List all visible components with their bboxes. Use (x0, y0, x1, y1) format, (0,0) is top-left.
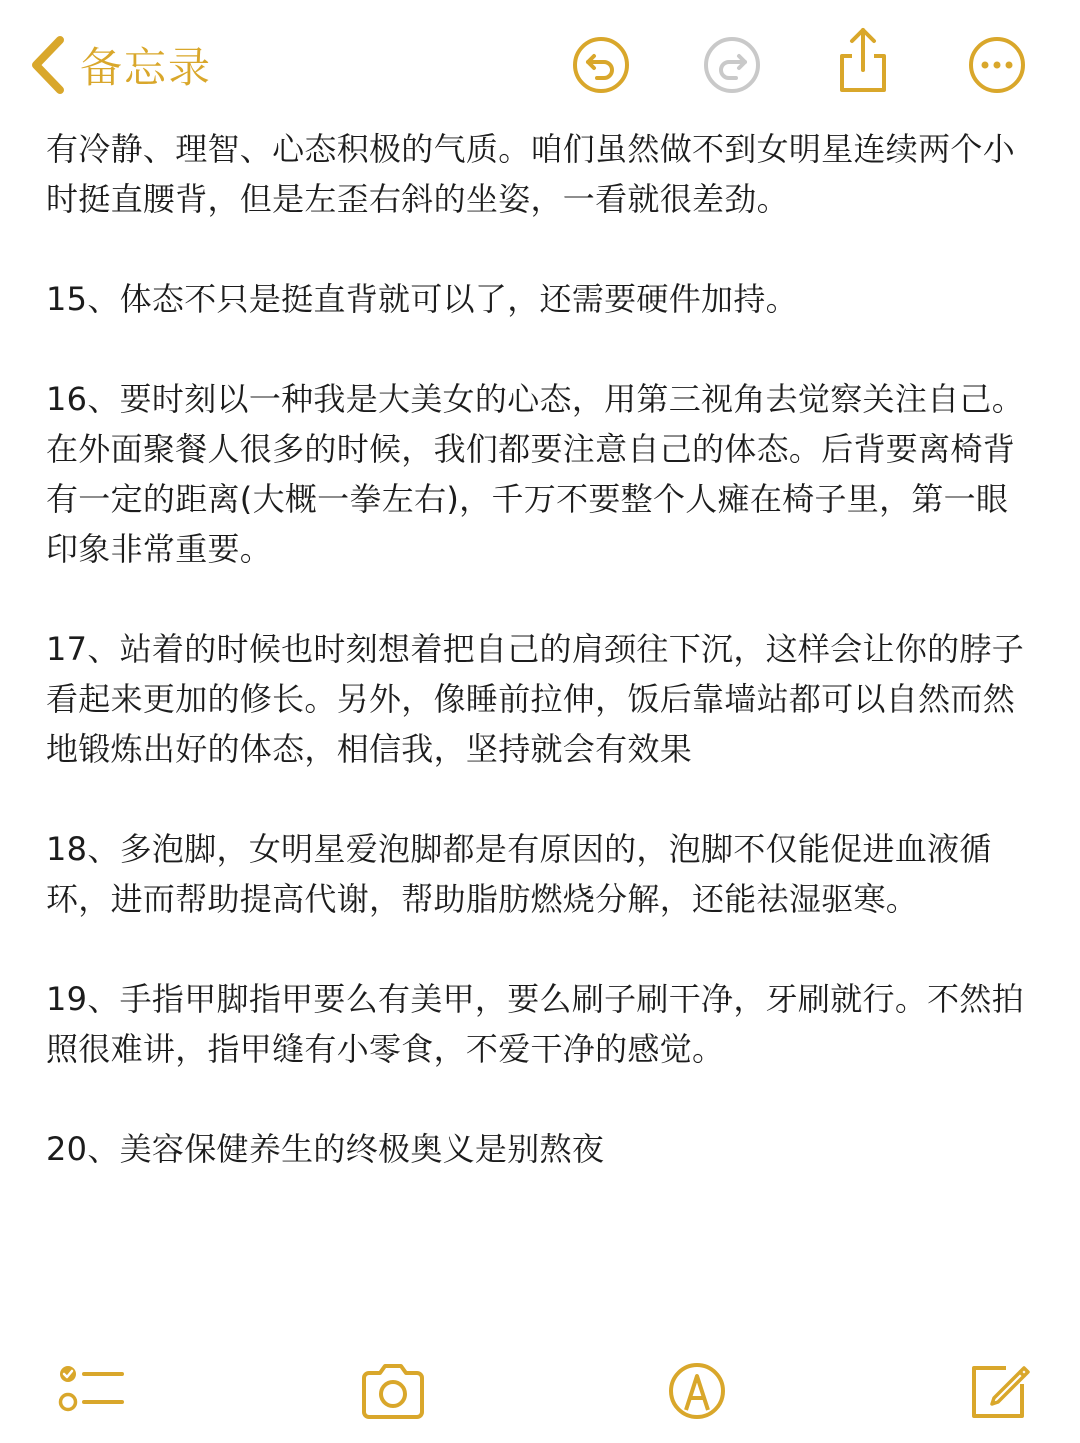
note-paragraph: 16、要时刻以一种我是大美女的心态，用第三视角去觉察关注自己。在外面聚餐人很多的时候，我们都要注意自己的体态。后背要离椅背有一定的距离(大概一拳左右)，千万不要整个人瘫在椅子里，第一眼印象非常重要。 (46, 380, 1025, 568)
more-icon (966, 34, 1028, 96)
note-body[interactable] (46, 124, 1036, 1224)
back-label: 备忘录 (80, 43, 213, 92)
chevron-left-icon (28, 34, 68, 96)
bottom-toolbar (0, 1350, 1080, 1430)
note-paragraph: 19、手指甲脚指甲要么有美甲，要么刷子刷干净，牙刷就行。不然拍照很难讲，指甲缝有小零食，不爱干净的感觉。 (46, 980, 1025, 1068)
markup-button[interactable] (662, 1356, 732, 1426)
back-button[interactable] (28, 30, 212, 100)
camera-icon (358, 1356, 428, 1426)
checklist-icon (56, 1356, 126, 1426)
note-paragraph: 17、站着的时候也时刻想着把自己的肩颈往下沉，这样会让你的脖子看起来更加的修长。另外，像睡前拉伸，饭后靠墙站都可以自然而然地锻炼出好的体态，相信我，坚持就会有效果 (46, 630, 1025, 768)
compose-icon (964, 1356, 1034, 1426)
undo-button[interactable] (570, 34, 632, 96)
compose-button[interactable] (964, 1356, 1034, 1426)
more-button[interactable] (966, 34, 1028, 96)
note-paragraph: 18、多泡脚，女明星爱泡脚都是有原因的，泡脚不仅能促进血液循环，进而帮助提高代谢，帮助脂肪燃烧分解，还能祛湿驱寒。 (46, 830, 992, 918)
checklist-button[interactable] (56, 1356, 126, 1426)
share-button[interactable] (832, 26, 894, 96)
navigation-bar (0, 0, 1080, 120)
camera-button[interactable] (358, 1356, 428, 1426)
note-paragraph: 有冷静、理智、心态积极的气质。咱们虽然做不到女明星连续两个小时挺直腰背，但是左歪右斜的坐姿，一看就很差劲。 (46, 130, 1016, 218)
undo-icon (570, 34, 632, 96)
share-icon (832, 26, 894, 96)
redo-icon (701, 34, 763, 96)
redo-button[interactable] (701, 34, 763, 96)
note-paragraph: 20、美容保健养生的终极奥义是别熬夜 (46, 1130, 605, 1168)
note-paragraph: 15、体态不只是挺直背就可以了，还需要硬件加持。 (46, 280, 798, 318)
markup-pen-icon (662, 1356, 732, 1426)
